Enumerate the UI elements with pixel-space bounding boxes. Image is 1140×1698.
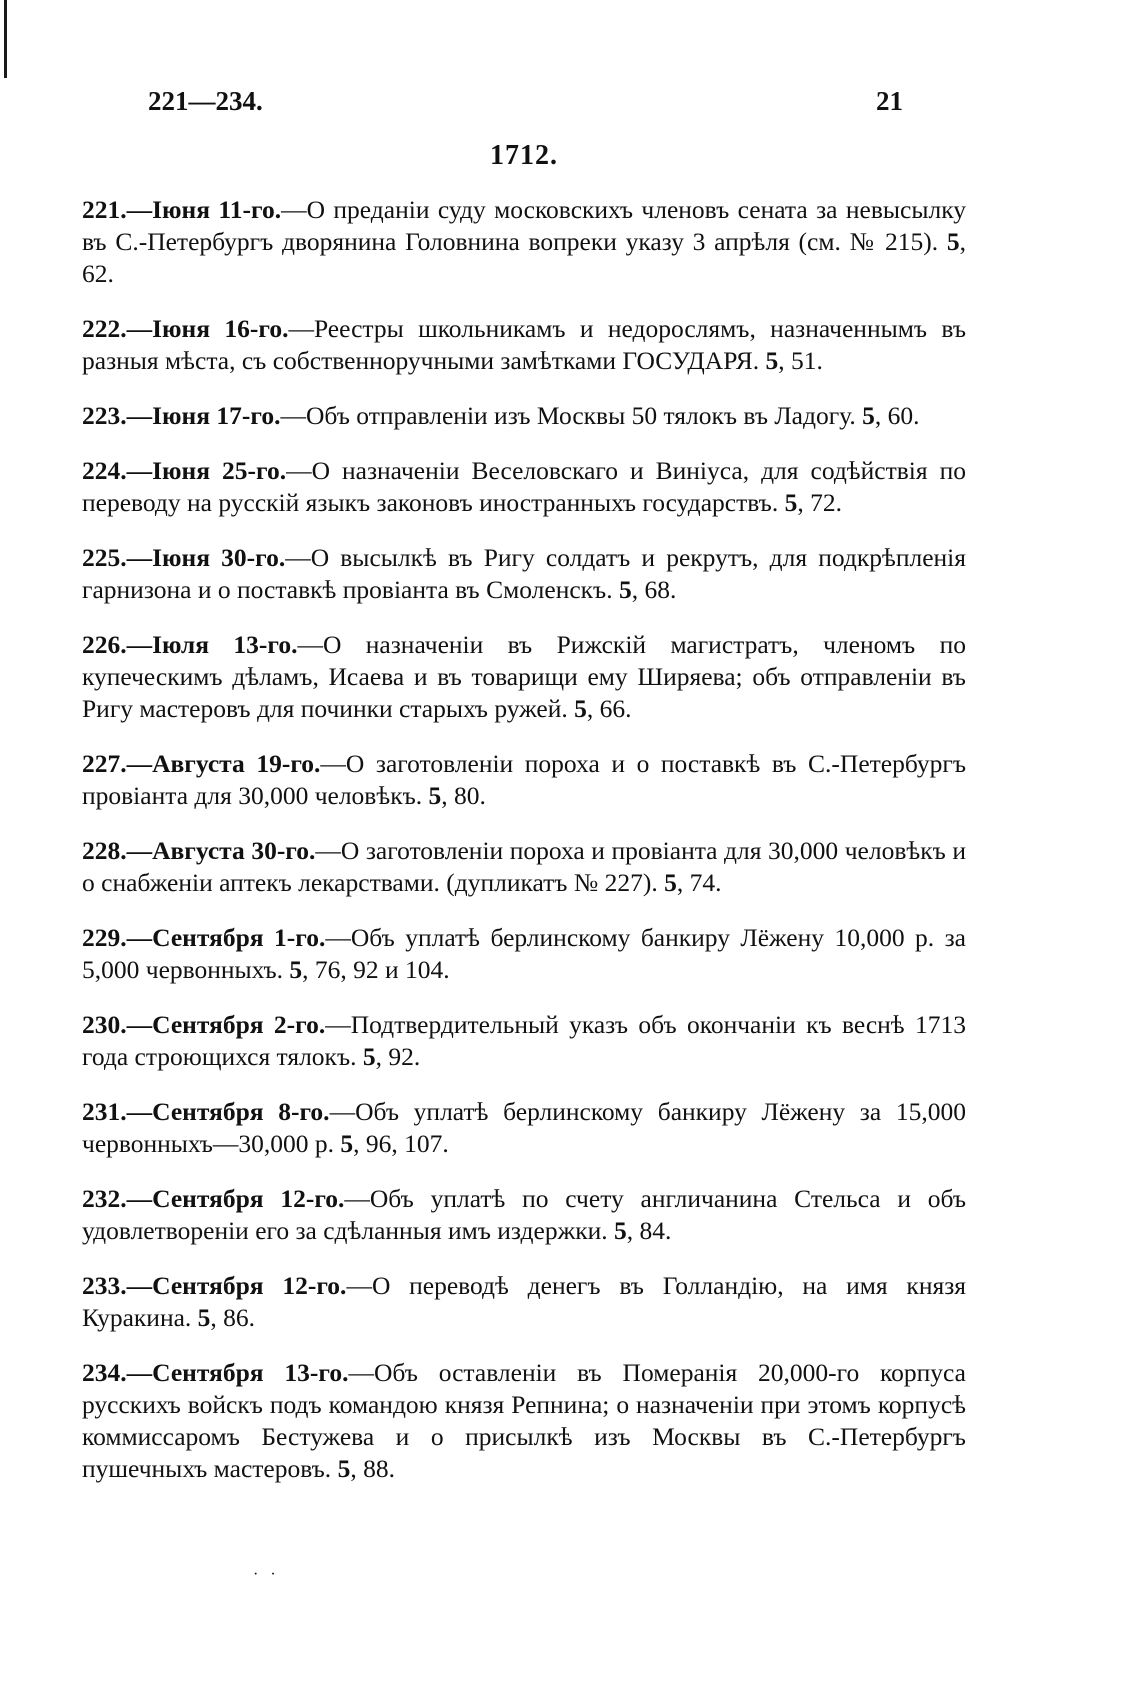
document-page: [82, 86, 966, 1508]
entry-number: 227.: [82, 749, 127, 778]
decree-entry: [82, 1357, 966, 1485]
year-heading: 1712.: [490, 140, 558, 171]
entry-date: —Іюня 25-го.: [126, 456, 287, 485]
entry-summary: —Объ отправленіи изъ Москвы 50 тялокъ въ Ладогу.: [280, 401, 856, 430]
entry-number: 234.: [82, 1358, 127, 1387]
volume-number: 5: [197, 1303, 211, 1332]
print-specks: · ·: [253, 1566, 280, 1583]
volume-number: 5: [289, 955, 303, 984]
decree-entry: [82, 1183, 966, 1247]
page-refs: , 74.: [676, 868, 722, 897]
entry-number: 226.: [82, 630, 127, 659]
entry-number: 232.: [82, 1184, 127, 1213]
entry-date: —Августа 19-го.: [126, 749, 321, 778]
entry-summary: —О назначеніи въ Рижскій магистратъ, членомъ по купеческимъ дѣламъ, Исаева и въ товарищи ему Ширяева; объ отправленіи въ Ригу мастеровъ для починки старыхъ ружей.: [82, 630, 966, 723]
page-refs: , 88.: [350, 1454, 395, 1483]
entry-number: 225.: [82, 543, 127, 572]
page-refs: , 80.: [441, 781, 486, 810]
entry-summary: —Объ уплатѣ по счету англичанина Стельса и объ удовлетвореніи его за сдѣланныя имъ издержки.: [82, 1184, 966, 1245]
volume-number: 5: [946, 227, 960, 256]
page-refs: , 72.: [797, 488, 842, 517]
decree-entry: [82, 1009, 966, 1073]
entry-date: —Августа 30-го.: [126, 836, 316, 865]
volume-number: 5: [862, 401, 875, 430]
decree-entry: [82, 629, 966, 725]
page-refs: , 60.: [874, 401, 920, 430]
page-refs: , 86.: [210, 1303, 256, 1332]
page-refs: , 51.: [778, 346, 823, 375]
entry-summary: —Объ оставленіи въ Померанія 20,000-го корпуса русскихъ войскъ подъ командою князя Репнина; о назначеніи при этомъ корпусѣ коммиссаромъ Бестужева и о присылкѣ изъ Москвы въ С.-Петербургъ пушечныхъ мастеровъ.: [82, 1358, 966, 1483]
entry-date: —Сентября 12-го.: [126, 1271, 347, 1300]
volume-number: 5: [337, 1454, 351, 1483]
entry-number: 224.: [82, 456, 127, 485]
entry-summary: —О переводѣ денегъ въ Голландію, на имя князя Куракина.: [82, 1271, 967, 1332]
decree-entry: [82, 1270, 966, 1334]
decree-entry: [82, 400, 966, 432]
volume-number: 5: [664, 868, 677, 897]
entry-summary: —О заготовленіи пороха и о поставкѣ въ С.-Петербургъ провіанта для 30,000 человѣкъ.: [82, 749, 966, 810]
entry-date: —Сентября 2-го.: [126, 1010, 326, 1039]
volume-number: 5: [340, 1129, 354, 1158]
entry-date: —Сентября 13-го.: [126, 1358, 349, 1387]
volume-number: 5: [362, 1042, 376, 1071]
entry-summary: —О преданіи суду московскихъ членовъ сената за невысылку въ С.-Петербургъ дворянина Головнина вопреки указу 3 апрѣля (см. № 215).: [82, 195, 966, 256]
decree-entry: [82, 922, 966, 986]
entry-number: 222.: [82, 314, 127, 343]
decree-entry: [82, 835, 966, 899]
entry-summary: —О высылкѣ въ Ригу солдатъ и рекрутъ, для подкрѣпленія гарнизона и о поставкѣ провіанта въ Смоленскъ.: [82, 543, 966, 604]
entry-date: —Іюля 13-го.: [126, 630, 298, 659]
entry-date: —Іюня 30-го.: [126, 543, 286, 572]
volume-number: 5: [765, 346, 779, 375]
decree-entry: [82, 194, 966, 290]
page-edge-mark: [4, 0, 7, 78]
entry-date: —Іюня 11-го.: [126, 195, 282, 224]
page-refs: , 62.: [82, 227, 966, 288]
entry-number: 233.: [82, 1271, 127, 1300]
entry-date: —Сентября 1-го.: [126, 923, 326, 952]
volume-number: 5: [784, 488, 798, 517]
entry-summary: —Подтвердительный указъ объ окончаніи къ веснѣ 1713 года строющихся тялокъ.: [82, 1010, 966, 1071]
decree-entry: [82, 313, 966, 377]
entry-number: 230.: [82, 1010, 127, 1039]
entry-number: 229.: [82, 923, 127, 952]
entry-date: —Іюня 16-го.: [126, 314, 289, 343]
decree-entry: [82, 748, 966, 812]
entry-summary: —О назначеніи Веселовскаго и Виніуса, для содѣйствія по переводу на русскій языкъ законовъ иностранныхъ государствъ.: [82, 456, 967, 517]
volume-number: 5: [619, 575, 632, 604]
entry-number: 228.: [82, 836, 127, 865]
decree-entry: [82, 455, 966, 519]
volume-number: 5: [574, 694, 587, 723]
decree-entry: [82, 1096, 966, 1160]
entry-summary: —Объ уплатѣ берлинскому банкиру Лёжену за 15,000 червонныхъ—30,000 р.: [82, 1097, 966, 1158]
decree-entry: [82, 542, 966, 606]
page-refs: , 92.: [375, 1042, 421, 1071]
page-refs: , 84.: [626, 1216, 672, 1245]
entries-list: [82, 194, 966, 1485]
page-refs: , 68.: [631, 575, 677, 604]
page-refs: , 76, 92 и 104.: [302, 955, 450, 984]
entry-date: —Сентября 12-го.: [126, 1184, 345, 1213]
entry-number: 223.: [82, 401, 127, 430]
volume-number: 5: [614, 1216, 627, 1245]
page-number: 21: [876, 86, 903, 116]
entry-date: —Іюня 17-го.: [126, 401, 281, 430]
entry-date: —Сентября 8-го.: [126, 1097, 330, 1126]
running-head: [82, 86, 966, 126]
volume-number: 5: [428, 781, 442, 810]
entry-summary: —Реестры школьникамъ и недорослямъ, назначеннымъ въ разныя мѣста, съ собственноручными замѣтками ГОСУДАРЯ.: [82, 314, 966, 375]
entry-summary: —О заготовленіи пороха и провіанта для 30,000 человѣкъ и о снабженіи аптекъ лекарствами. (дупликатъ № 227).: [82, 836, 967, 897]
entry-summary: —Объ уплатѣ берлинскому банкиру Лёжену 10,000 р. за 5,000 червонныхъ.: [82, 923, 966, 984]
page-refs: , 66.: [586, 694, 632, 723]
entry-range: 221—234.: [148, 86, 263, 116]
page-refs: , 96, 107.: [353, 1129, 449, 1158]
entry-number: 231.: [82, 1097, 127, 1126]
entry-number: 221.: [82, 195, 127, 224]
